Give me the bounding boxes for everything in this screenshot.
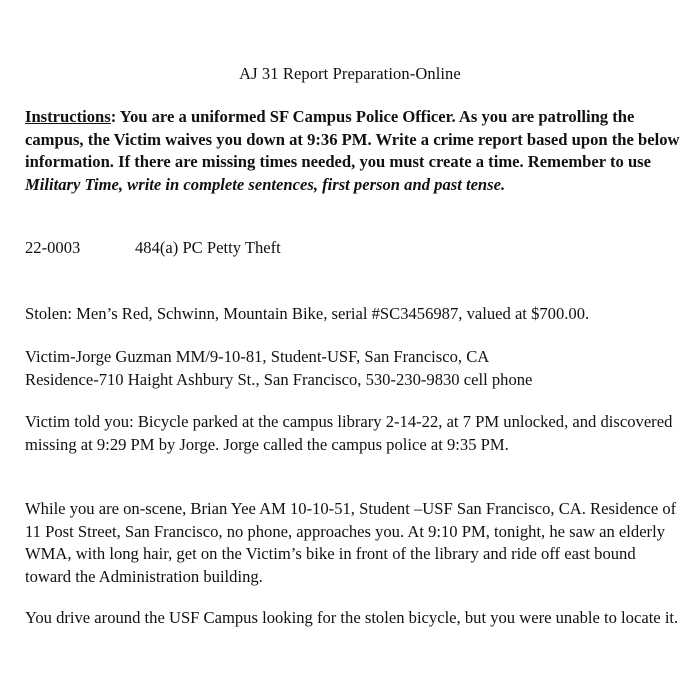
instructions-heading: Instructions bbox=[25, 107, 111, 126]
witness-paragraph: While you are on-scene, Brian Yee AM 10-10-51, Student –USF San Francisco, CA. Residence of 11 Post Street, San Francisco, no phone, approaches you. At 9:10 PM, tonight, he saw an elderly WMA, with long hair, get on the Victim’s bike in front of the library and ride off east bound toward the Administration building. bbox=[25, 499, 677, 586]
instructions-block bbox=[25, 106, 685, 196]
case-number: 22-0003 bbox=[25, 238, 81, 257]
stolen-paragraph: Stolen: Men’s Red, Schwinn, Mountain Bike, serial #SC3456987, valued at $700.00. bbox=[25, 304, 590, 323]
victim-residence-line: Residence-710 Haight Ashbury St., San Francisco, 530-230-9830 cell phone bbox=[25, 369, 533, 389]
search-result-paragraph: You drive around the USF Campus looking for the stolen bicycle, but you were unable to locate it. bbox=[25, 608, 679, 627]
victim-statement-paragraph: Victim told you: Bicycle parked at the campus library 2-14-22, at 7 PM unlocked, and discovered missing at 9:29 PM by Jorge. Jorge called the campus police at 9:35 PM. bbox=[25, 412, 673, 454]
victim-paragraph bbox=[25, 346, 685, 391]
instructions-text: : You are a uniformed SF Campus Police Officer. As you are patrolling the campus, the Victim waives you down at 9:36 PM. Write a crime report based upon the below information. If there are missing times needed, you must create a time. Remember to use bbox=[25, 107, 680, 172]
victim-info-line: Victim-Jorge Guzman MM/9-10-81, Student-USF, San Francisco, CA bbox=[25, 347, 490, 366]
charge-code: 484(a) PC Petty Theft bbox=[135, 238, 281, 257]
case-line bbox=[25, 238, 281, 258]
instructions-italic-text: Military Time, write in complete sentences, first person and past tense. bbox=[25, 174, 506, 194]
document-title: AJ 31 Report Preparation-Online bbox=[239, 64, 461, 83]
